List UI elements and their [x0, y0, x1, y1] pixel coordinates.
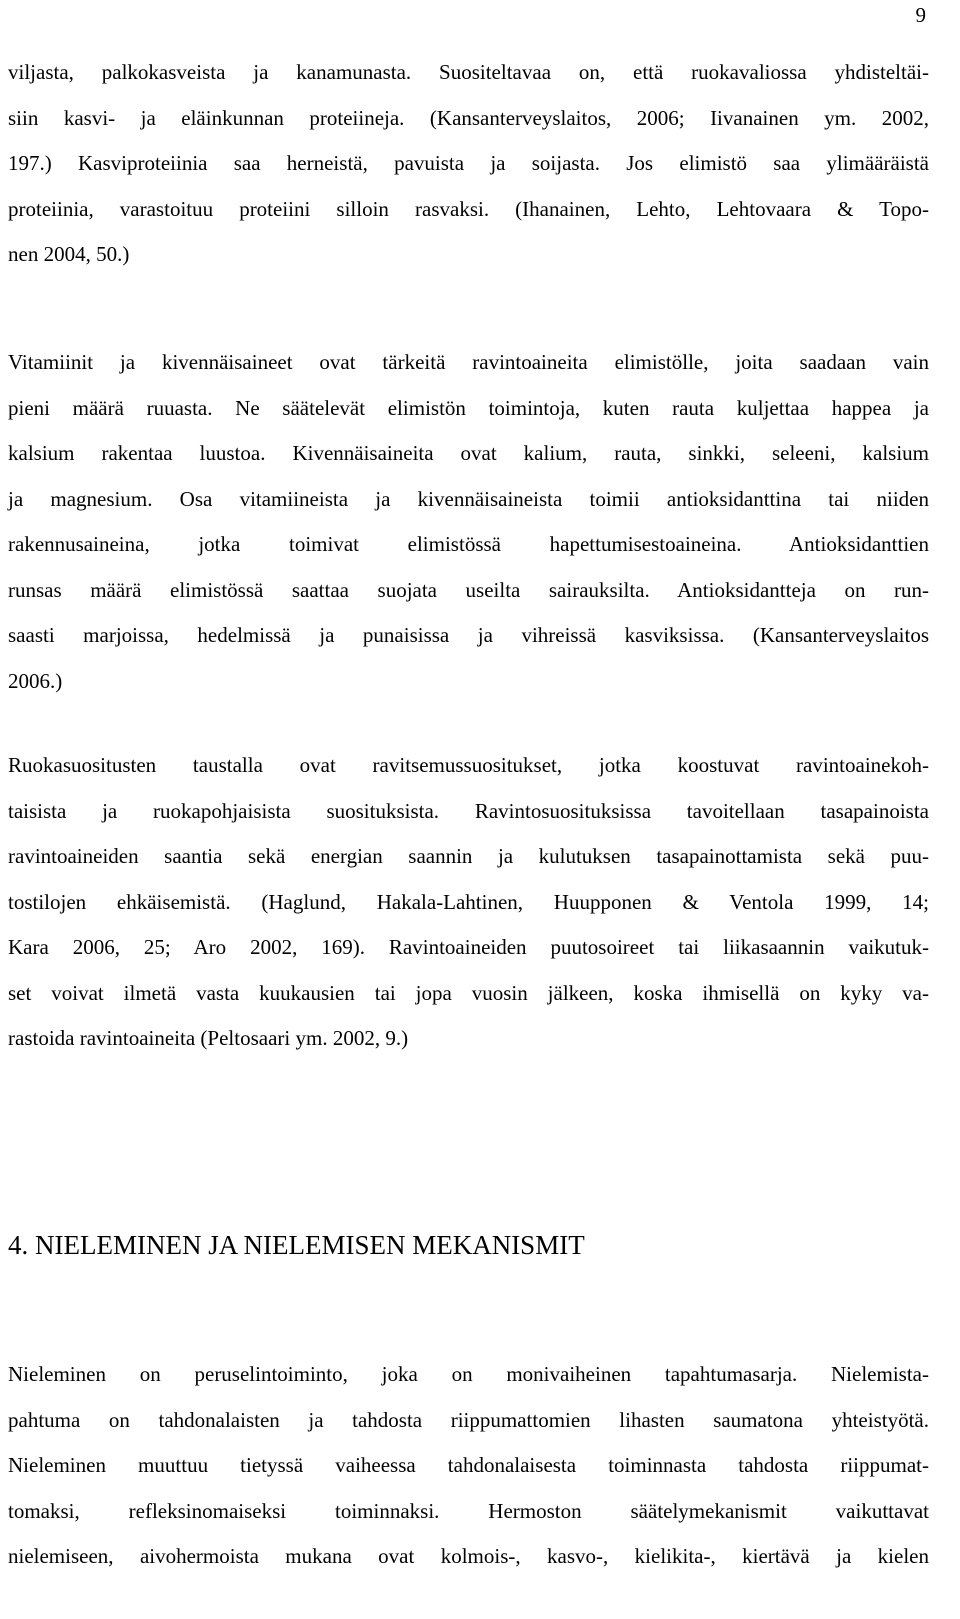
section-heading-block — [8, 1228, 929, 1262]
text-line: proteiinia, varastoituu proteiini silloin rasvaksi. (Ihanainen, Lehto, Lehtovaara & Topo- — [8, 196, 929, 221]
page-number: 9 — [915, 3, 926, 27]
paragraph-recommendations — [8, 743, 929, 1062]
paragraph-protein — [8, 50, 929, 278]
section-heading: 4. NIELEMINEN JA NIELEMISEN MEKANISMIT — [8, 1230, 585, 1260]
text-line: nielemiseen, aivohermoista mukana ovat kolmois-, kasvo-, kielikita-, kiertävä ja kielen — [8, 1544, 929, 1568]
text-line: rastoida ravintoaineita (Peltosaari ym. 2002, 9.) — [8, 1026, 409, 1050]
text-line: rakennusaineina, jotka toimivat elimistössä hapettumisestoaineina. Antioksidanttien — [8, 532, 929, 556]
text-line: saasti marjoissa, hedelmissä ja punaisissa ja vihreissä kasviksissa. (Kansanterveyslaitos — [8, 623, 929, 647]
text-line: kalsium rakentaa luustoa. Kivennäisaineita ovat kalium, rauta, sinkki, seleeni, kalsium — [8, 441, 929, 465]
text-line: tomaksi, refleksinomaiseksi toiminnaksi. Hermoston säätelymekanismit vaikuttavat — [8, 1498, 929, 1523]
text-line: 2006.) — [8, 668, 63, 693]
text-line: set voivat ilmetä vasta kuukausien tai jopa vuosin jälkeen, koska ihmisellä on kyky va- — [8, 980, 929, 1005]
text-line: Kara 2006, 25; Aro 2002, 169). Ravintoaineiden puutosoireet tai liikasaannin vaikutuk- — [8, 935, 929, 959]
text-line: taisista ja ruokapohjaisista suosituksista. Ravintosuosituksissa tavoitellaan tasapainoista — [8, 798, 929, 823]
text-line: ja magnesium. Osa vitamiineista ja kivennäisaineista toimii antioksidanttina tai niiden — [8, 486, 929, 511]
paragraph-swallowing — [8, 1352, 929, 1580]
text-line: ravintoaineiden saantia sekä energian saannin ja kulutuksen tasapainottamista sekä puu- — [8, 844, 929, 868]
text-line: siin kasvi- ja eläinkunnan proteiineja. (Kansanterveyslaitos, 2006; Iivanainen ym. 2002, — [8, 105, 929, 130]
text-line: Vitamiinit ja kivennäisaineet ovat tärkeitä ravintoaineita elimistölle, joita saadaan vain — [8, 350, 929, 374]
text-line: runsas määrä elimistössä saattaa suojata useilta sairauksilta. Antioksidantteja on run- — [8, 577, 929, 602]
text-line: tostilojen ehkäisemistä. (Haglund, Hakala-Lahtinen, Huupponen & Ventola 1999, 14; — [8, 889, 929, 914]
text-line: 197.) Kasviproteiinia saa herneistä, pavuista ja soijasta. Jos elimistö saa ylimääräistä — [8, 151, 929, 175]
text-line: Nieleminen muuttuu tietyssä vaiheessa tahdonalaisesta toiminnasta tahdosta riippumat- — [8, 1453, 929, 1477]
paragraph-vitamins — [8, 340, 929, 704]
text-line: pahtuma on tahdonalaisten ja tahdosta riippumattomien lihasten saumatona yhteistyötä. — [8, 1407, 929, 1432]
text-line: Ruokasuositusten taustalla ovat ravitsemussuositukset, jotka koostuvat ravintoainekoh- — [8, 753, 929, 777]
text-line: nen 2004, 50.) — [8, 242, 130, 266]
text-line: pieni määrä ruuasta. Ne säätelevät elimistön toimintoja, kuten rauta kuljettaa happea ja — [8, 395, 929, 420]
text-line: Nieleminen on peruselintoiminto, joka on monivaiheinen tapahtumasarja. Nielemista- — [8, 1362, 929, 1386]
text-line: viljasta, palkokasveista ja kanamunasta. Suositeltavaa on, että ruokavaliossa yhdisteltäi- — [8, 60, 929, 84]
